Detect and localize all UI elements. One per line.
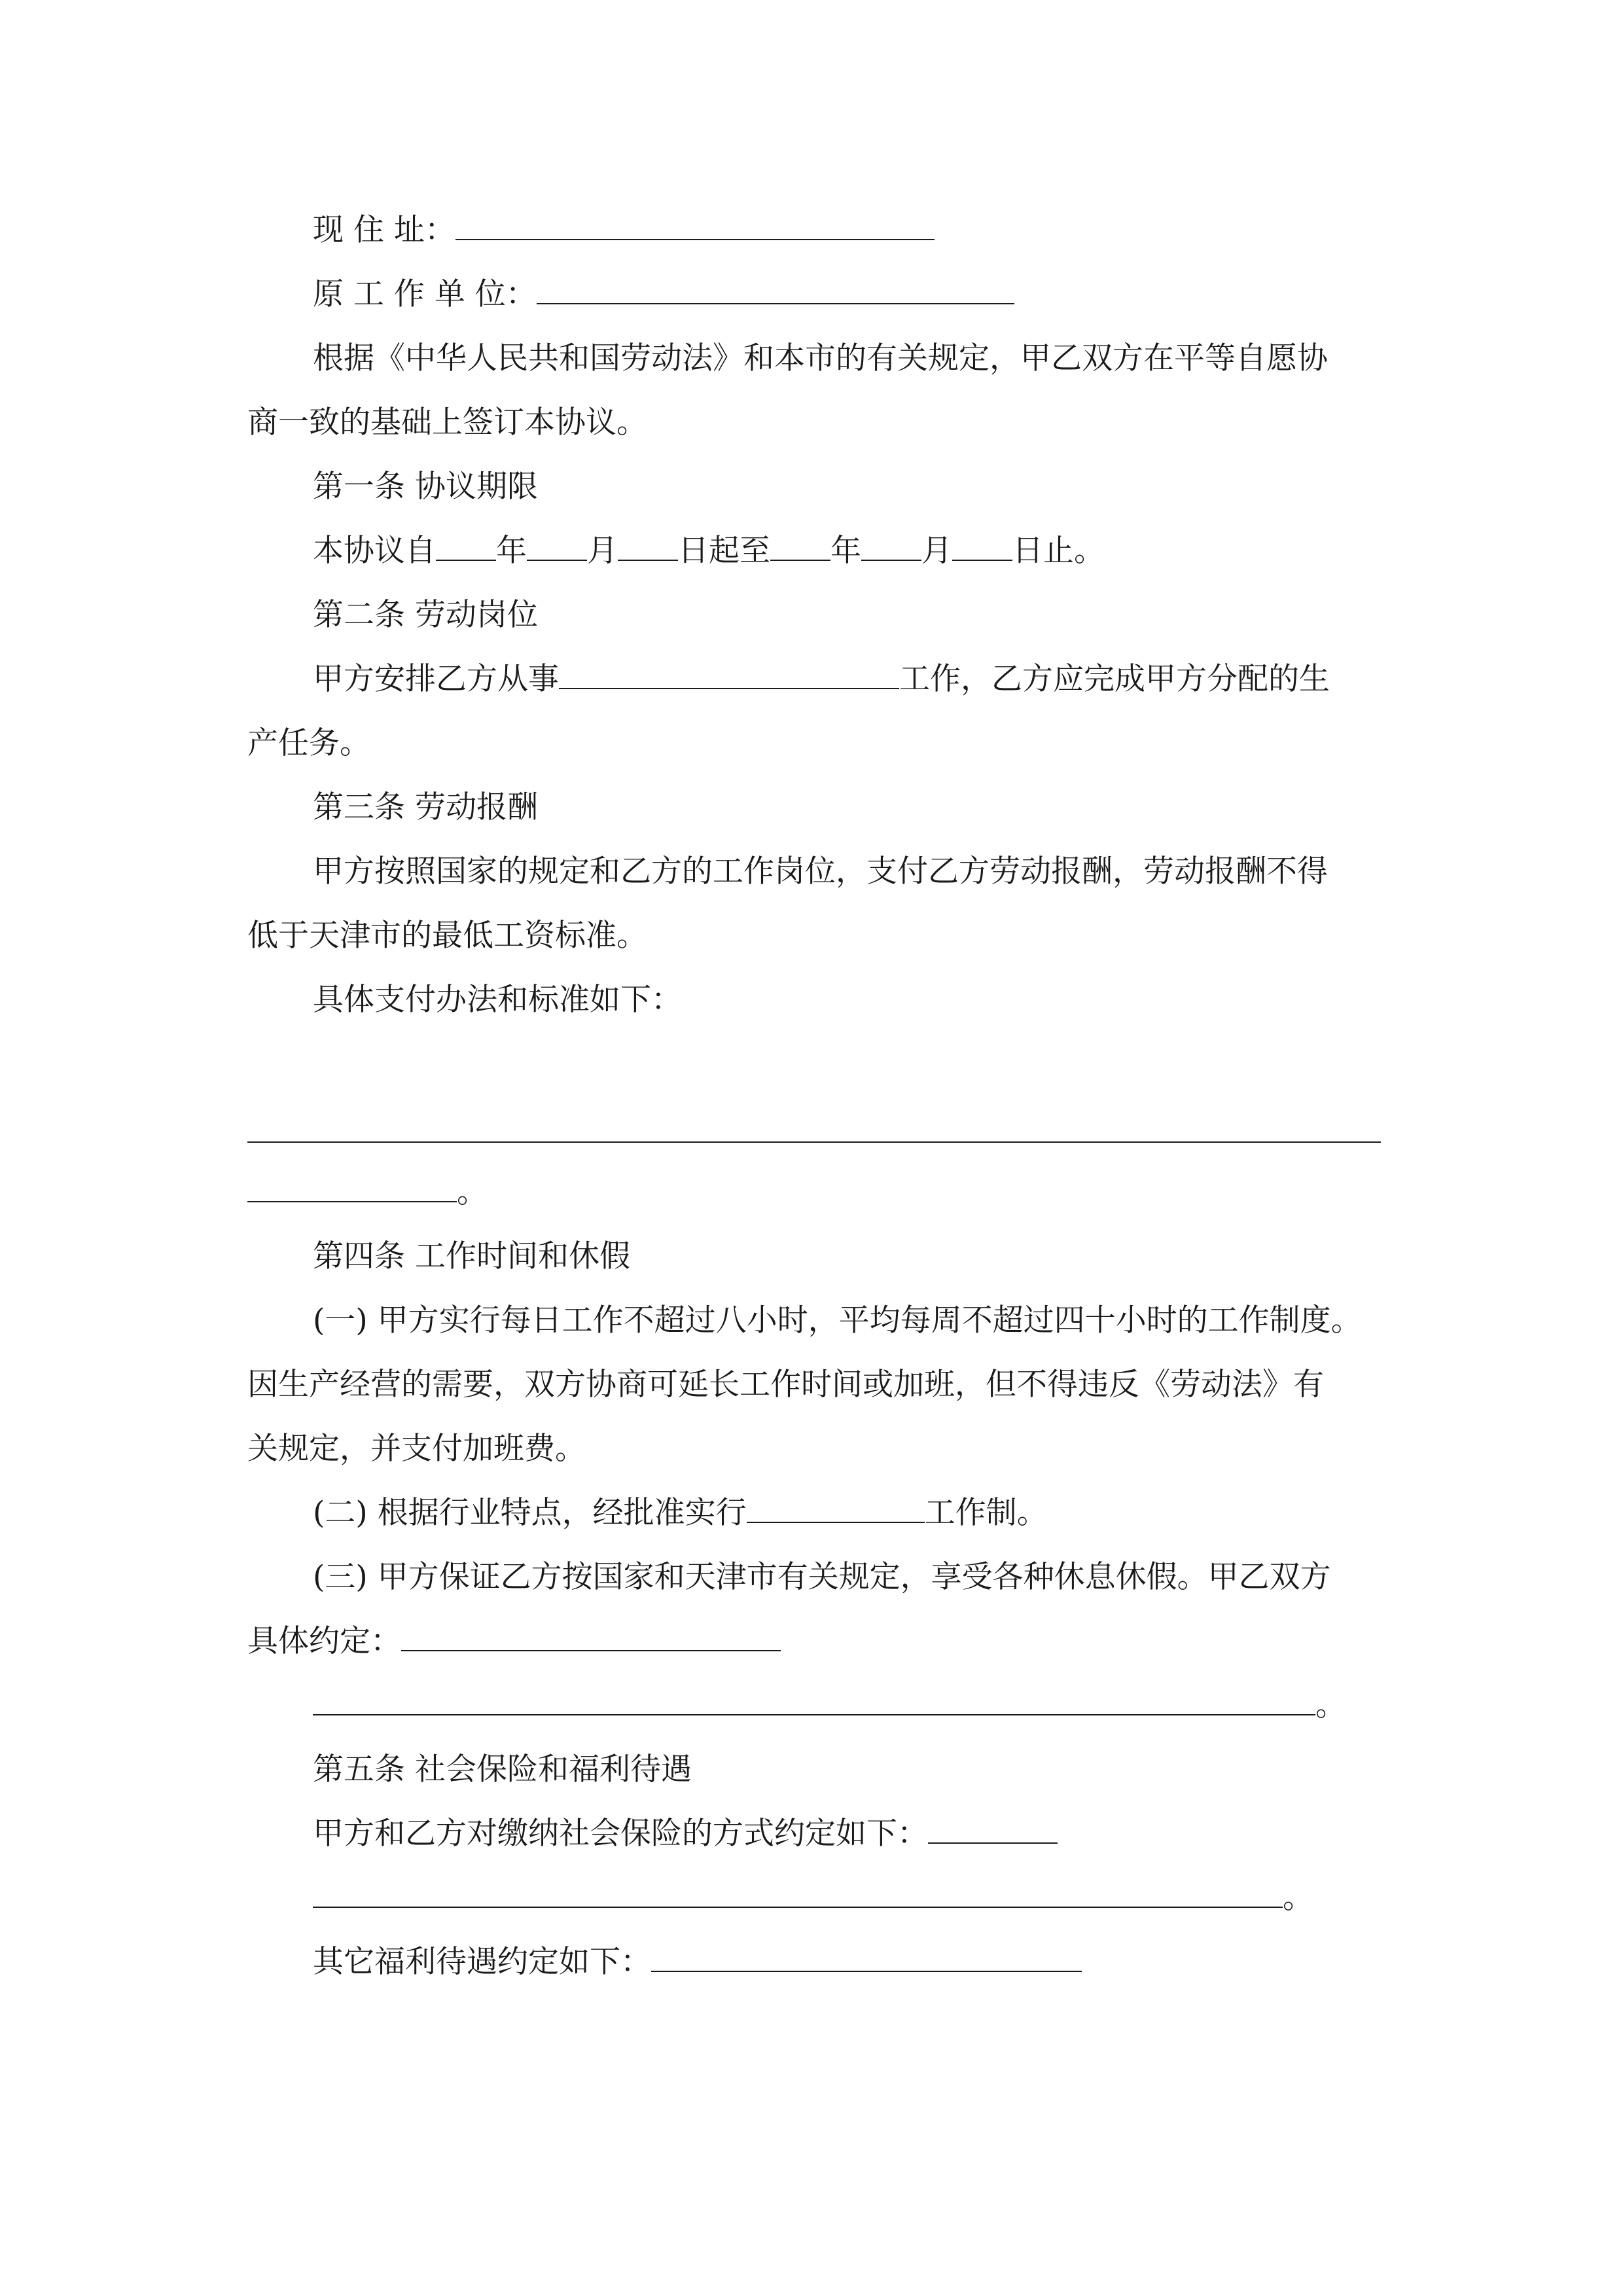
pay-method-blank[interactable] xyxy=(247,1141,1381,1143)
pay-line-2: 低于天津市的最低工资标准。 xyxy=(247,918,647,954)
end-year-blank[interactable] xyxy=(770,533,830,561)
hours-line-2: 因生产经营的需要，双方协商可延长工作时间或加班，但不得违反《劳动法》有 xyxy=(247,1367,1324,1403)
insurance-blank-2[interactable] xyxy=(313,1880,1283,1908)
position-line: 甲方安排乙方从事 工作，乙方应完成甲方分配的生 xyxy=(313,661,1330,697)
work-system-line: (二) 根据行业特点，经批准实行 工作制。 xyxy=(313,1495,1048,1531)
pay-method-label: 具体支付办法和标准如下： xyxy=(313,982,682,1018)
pay-line-1: 甲方按照国家的规定和乙方的工作岗位，支付乙方劳动报酬，劳动报酬不得 xyxy=(313,853,1328,889)
prev-employer-label: 原 工 作 单 位： xyxy=(313,276,537,312)
article-5-title: 第五条 社会保险和福利待遇 xyxy=(313,1751,692,1787)
start-month-blank[interactable] xyxy=(527,533,587,561)
term-line: 本协议自 年 月 日起至 年 月 日止。 xyxy=(313,533,1105,569)
insurance-line: 甲方和乙方对缴纳社会保险的方式约定如下： xyxy=(313,1814,1058,1854)
end-day-blank[interactable] xyxy=(952,533,1012,561)
start-day-blank[interactable] xyxy=(618,533,678,561)
preamble-line-1: 根据《中华人民共和国劳动法》和本市的有关规定，甲乙双方在平等自愿协 xyxy=(313,340,1328,376)
article-2-title: 第二条 劳动岗位 xyxy=(313,597,538,633)
position-line-2: 产任务。 xyxy=(247,725,370,761)
benefits-line: 其它福利待遇约定如下： xyxy=(313,1943,1082,1982)
address-blank[interactable] xyxy=(455,213,935,240)
prev-employer-line xyxy=(313,275,1014,314)
pay-method-blank-2[interactable] xyxy=(247,1175,457,1202)
end-month-blank[interactable] xyxy=(861,533,921,561)
article-4-title: 第四条 工作时间和休假 xyxy=(313,1238,630,1274)
leave-line-1: (三) 甲方保证乙方按国家和天津市有关规定，享受各种休息休假。甲乙双方 xyxy=(313,1559,1331,1595)
position-blank[interactable] xyxy=(559,662,899,689)
insurance-blank[interactable] xyxy=(928,1816,1058,1844)
leave-blank-2[interactable] xyxy=(313,1688,1315,1715)
benefits-blank[interactable] xyxy=(651,1945,1082,1972)
pay-method-line-2: 。 xyxy=(247,1173,488,1212)
article-1-title: 第一条 协议期限 xyxy=(313,469,538,505)
hours-line-1: (一) 甲方实行每日工作不超过八小时，平均每周不超过四十小时的工作制度。 xyxy=(313,1302,1362,1338)
address-line xyxy=(313,211,935,250)
article-3-title: 第三条 劳动报酬 xyxy=(313,789,538,825)
work-system-blank[interactable] xyxy=(747,1496,925,1523)
leave-line-3: 。 xyxy=(313,1686,1346,1725)
insurance-line-2: 。 xyxy=(313,1878,1313,1918)
leave-blank[interactable] xyxy=(401,1624,781,1651)
start-year-blank[interactable] xyxy=(436,533,496,561)
prev-employer-blank[interactable] xyxy=(537,277,1014,304)
preamble-line-2: 商一致的基础上签订本协议。 xyxy=(247,404,647,440)
leave-line-2: 具体约定： xyxy=(247,1622,781,1661)
hours-line-3: 关规定，并支付加班费。 xyxy=(247,1431,586,1467)
address-label: 现 住 址： xyxy=(313,212,455,248)
